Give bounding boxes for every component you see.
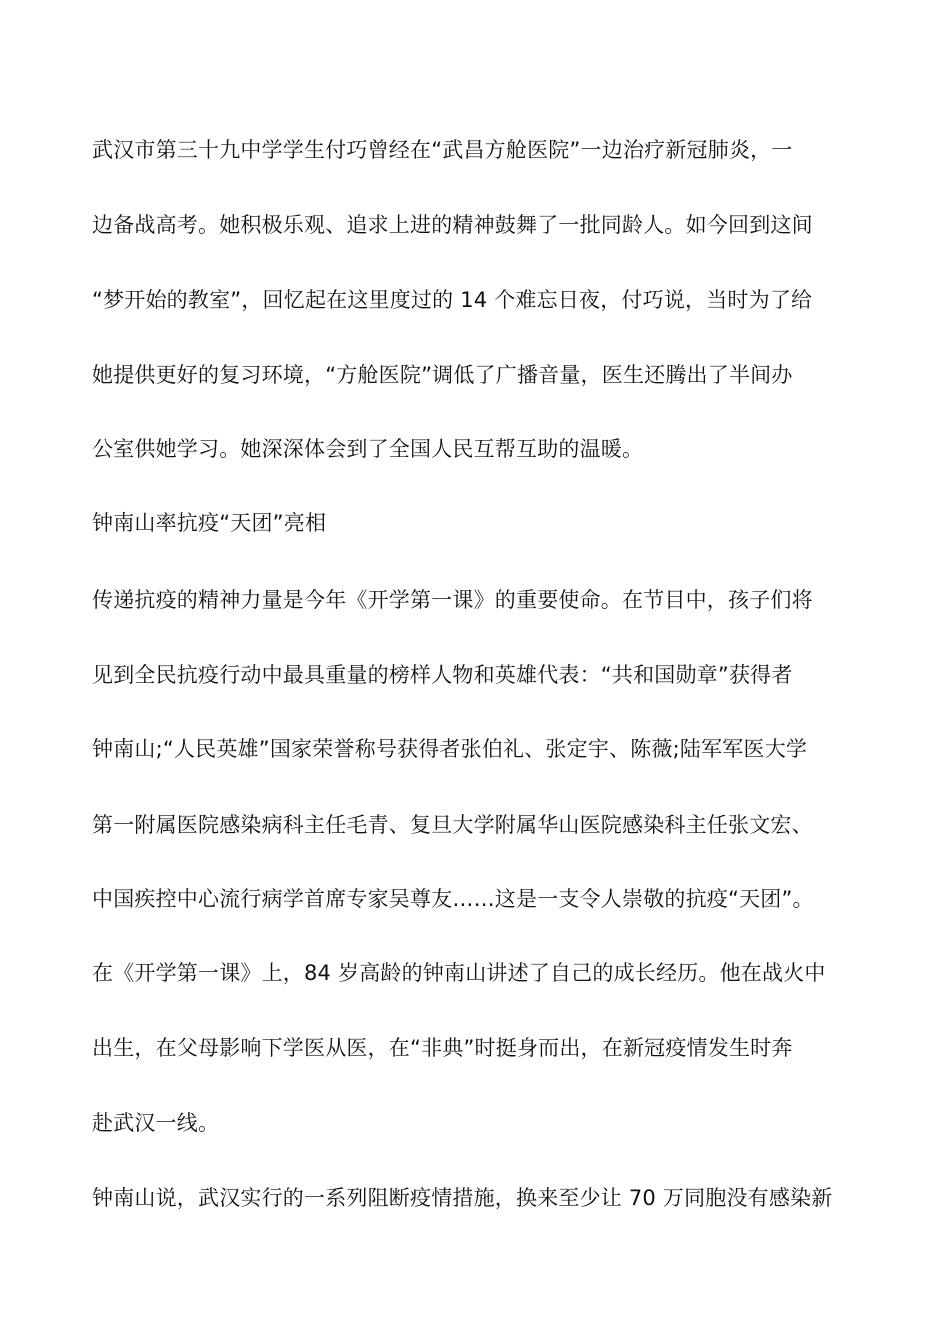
text-line-8: 见到全民抗疫行动中最具重量的榜样人物和英雄代表：“共和国勋章”获得者 [92,663,793,687]
text-line-10: 第一附属医院感染病科主任毛青、复旦大学附属华山医院感染科主任张文宏、 [92,813,813,837]
text-line-2: 边备战高考。她积极乐观、追求上进的精神鼓舞了一批同龄人。如今回到这间 [92,213,813,237]
text-line-12: 在《开学第一课》上，84 岁高龄的钟南山讲述了自己的成长经历。他在战火中 [92,961,826,985]
text-line-14: 赴武汉一线。 [92,1111,220,1135]
text-line-1: 武汉市第三十九中学学生付巧曾经在“武昌方舱医院”一边治疗新冠肺炎，一 [92,138,793,162]
text-line-7: 传递抗疫的精神力量是今年《开学第一课》的重要使命。在节目中，孩子们将 [92,588,813,612]
text-line-4: 她提供更好的复习环境，“方舱医院”调低了广播音量，医生还腾出了半间办 [92,363,793,387]
text-line-9: 钟南山;“人民英雄”国家荣誉称号获得者张伯礼、张定宇、陈薇;陆军军医大学 [92,737,808,761]
text-line-5: 公室供她学习。她深深体会到了全国人民互帮互助的温暖。 [92,437,644,461]
text-line-3: “梦开始的教室”，回忆起在这里度过的 14 个难忘日夜，付巧说，当时为了给 [92,288,813,312]
text-line-13: 出生，在父母影响下学医从医，在“非典”时挺身而出，在新冠疫情发生时奔 [92,1036,793,1060]
text-line-15: 钟南山说，武汉实行的一系列阻断疫情措施，换来至少让 70 万同胞没有感染新 [92,1186,833,1210]
text-line-11: 中国疾控中心流行病学首席专家吴尊友……这是一支令人崇敬的抗疫“天团”。 [92,887,814,911]
section-heading: 钟南山率抗疫“天团”亮相 [92,511,327,535]
